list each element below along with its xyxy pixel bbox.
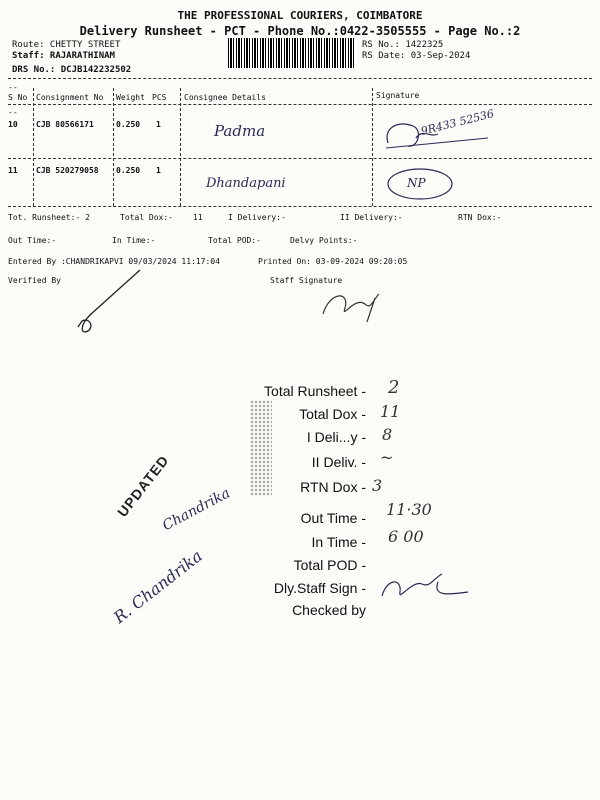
- stamp-label: Checked by: [292, 602, 366, 618]
- col-pcs: PCS: [152, 93, 167, 102]
- consignee-handwriting: Dhandapani: [206, 176, 286, 191]
- stamp-label: In Time -: [311, 534, 366, 550]
- handwritten-name: R. Chandrika: [110, 546, 206, 627]
- total-pod: Total POD:-: [208, 236, 261, 245]
- out-time: Out Time:-: [8, 236, 57, 245]
- stamp-value: 6 00: [388, 527, 424, 546]
- col-consignment: Consignment No: [36, 93, 104, 102]
- signature-note: 9R433 52536: [419, 107, 496, 138]
- row-consignment: CJB 80566171: [36, 120, 94, 129]
- divider: [8, 158, 592, 159]
- column-divider: [33, 88, 34, 206]
- page-title: Delivery Runsheet - PCT - Phone No.:0422-3505555 - Page No.:2: [79, 24, 521, 38]
- dash-mark: --: [8, 108, 18, 117]
- col-signature: Signature: [376, 91, 420, 100]
- col-sno: S No: [8, 93, 28, 102]
- company-name: THE PROFESSIONAL COURIERS, COIMBATORE: [177, 9, 423, 22]
- stamp-label: Total POD -: [293, 557, 366, 573]
- drs-number: DRS No.: DCJB142232502: [12, 65, 132, 75]
- stamp-label: Total Dox -: [299, 406, 366, 422]
- verified-signature: [60, 265, 150, 345]
- column-divider: [372, 88, 373, 206]
- rs-number: RS No.: 1422325: [362, 40, 444, 50]
- updated-stamp: UPDATED: [114, 451, 172, 520]
- stamp-value: ~: [380, 448, 394, 467]
- staff-signature-scribble: [315, 286, 395, 326]
- delvy-points: Delvy Points:-: [290, 236, 358, 245]
- stamp-label: Dly.Staff Sign -: [273, 580, 366, 596]
- entered-by: Entered By :CHANDRIKAPVI 09/03/2024 11:17:04: [8, 257, 220, 266]
- route-label: Route: CHETTY STREET: [12, 40, 121, 50]
- divider: [8, 206, 592, 207]
- stamp-label: Total Runsheet -: [264, 383, 366, 399]
- divider: [8, 78, 592, 79]
- col-consignee: Consignee Details: [184, 93, 266, 102]
- printed-on: Printed On: 03-09-2024 09:20:05: [258, 257, 408, 266]
- tot-runsheet: Tot. Runsheet:- 2: [8, 213, 90, 222]
- row-pcs: 1: [156, 120, 161, 129]
- row-consignment: CJB 520279058: [36, 166, 99, 175]
- staff-label: Staff: RAJARATHINAM: [12, 51, 115, 61]
- stamp-value: 8: [382, 425, 393, 444]
- in-time: In Time:-: [112, 236, 156, 245]
- stamp-value: 3: [372, 476, 383, 495]
- barcode-image: [228, 38, 356, 68]
- handwritten-name: Chandrika: [160, 485, 233, 535]
- total-dox-label: Total Dox:-: [120, 213, 173, 222]
- row-weight: 0.250: [116, 120, 141, 129]
- stamp-value: 2: [388, 377, 400, 398]
- column-divider: [180, 88, 181, 206]
- i-delivery: I Delivery:-: [228, 213, 286, 222]
- stamp-label: RTN Dox -: [300, 479, 366, 495]
- row-sno: 10: [8, 120, 18, 129]
- row-sno: 11: [8, 166, 18, 175]
- signature-scribble: [378, 108, 518, 158]
- stamp-label: II Deliv. -: [311, 454, 366, 470]
- verified-by: Verified By: [8, 276, 61, 285]
- divider: [8, 104, 592, 105]
- dash-mark: --: [8, 83, 18, 92]
- stamp-value: 11: [380, 402, 401, 421]
- stamp-label: I Deli...y -: [306, 429, 366, 445]
- total-dox-value: 11: [193, 213, 203, 222]
- row-weight: 0.250: [116, 166, 141, 175]
- column-divider: [113, 88, 114, 206]
- np-note: NP: [407, 176, 426, 190]
- row-pcs: 1: [156, 166, 161, 175]
- stamp-label: Out Time -: [300, 510, 366, 526]
- ii-delivery: II Delivery:-: [340, 213, 403, 222]
- rs-date: RS Date: 03-Sep-2024: [362, 51, 471, 61]
- col-weight: Weight: [116, 93, 145, 102]
- dly-staff-signature: [372, 568, 472, 610]
- consignee-handwriting: Padma: [214, 122, 266, 140]
- staff-signature-label: Staff Signature: [270, 276, 343, 285]
- rtn-dox: RTN Dox:-: [458, 213, 502, 222]
- stamp-value: 11·30: [386, 500, 432, 519]
